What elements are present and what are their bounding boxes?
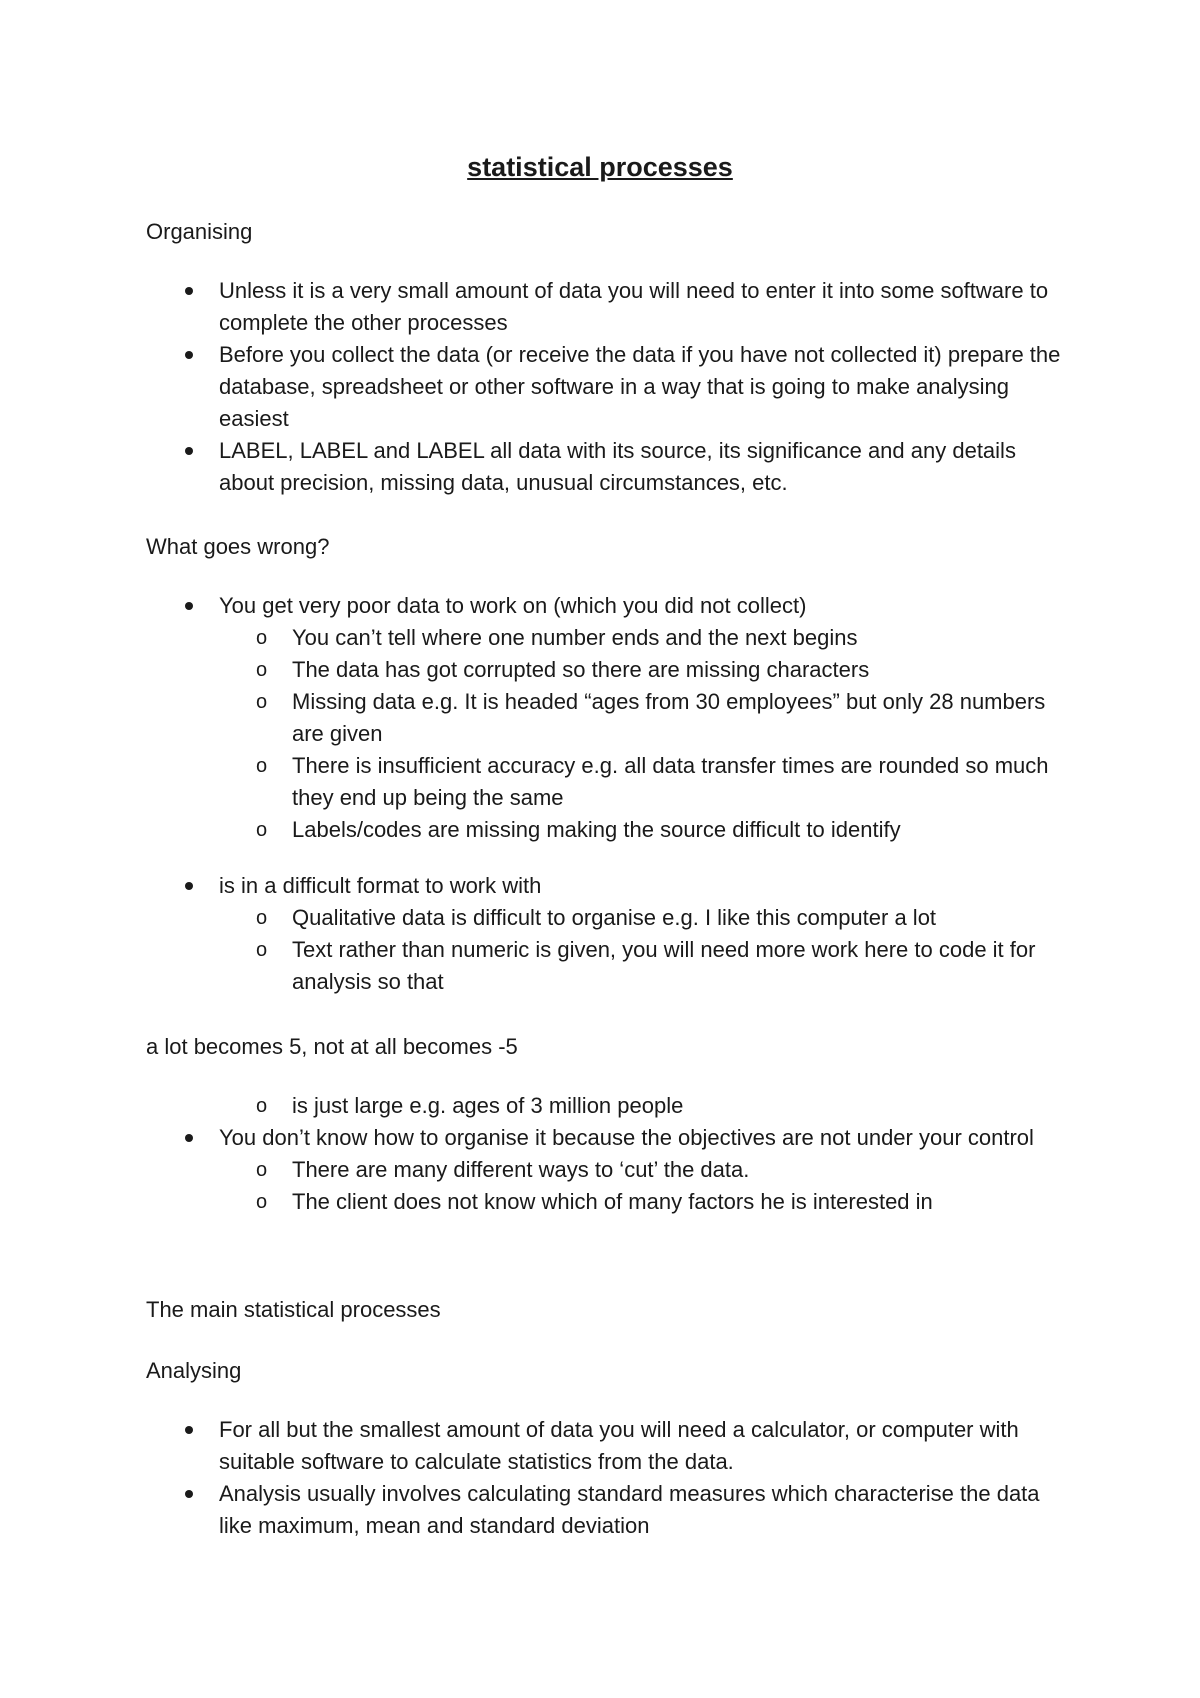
sub-list	[219, 622, 1076, 846]
section-heading-main-processes: The main statistical processes	[146, 1297, 441, 1322]
sub-list-item: o is just large e.g. ages of 3 million people	[219, 1090, 1076, 1122]
large-sub-list	[219, 1090, 1076, 1122]
sub-list-item: o Text rather than numeric is given, you will need more work here to code it for analysis so that	[219, 934, 1076, 998]
list-item	[146, 1122, 1076, 1218]
list-item-label: You don’t know how to organise it because the objectives are not under your control	[219, 1125, 1034, 1150]
poor-data-list	[146, 590, 1076, 846]
objectives-list	[146, 1122, 1076, 1218]
sub-list-item: o The data has got corrupted so there are missing characters	[219, 654, 1076, 686]
list-item: Before you collect the data (or receive the data if you have not collected it) prepare the database, spreadsheet or other software in a way that is going to make analysing easiest	[146, 339, 1076, 435]
sub-list-item: o Labels/codes are missing making the source difficult to identify	[219, 814, 1076, 846]
sub-list-item: o Qualitative data is difficult to organise e.g. I like this computer a lot	[219, 902, 1076, 934]
list-item: Unless it is a very small amount of data you will need to enter it into some software to complete the other processes	[146, 275, 1076, 339]
page-title: statistical processes	[467, 152, 733, 182]
list-item: For all but the smallest amount of data you will need a calculator, or computer with suitable software to calculate statistics from the data.	[146, 1414, 1076, 1478]
sub-list-item: o Missing data e.g. It is headed “ages from 30 employees” but only 28 numbers are given	[219, 686, 1076, 750]
list-item: Analysis usually involves calculating standard measures which characterise the data like maximum, mean and standard deviation	[146, 1478, 1076, 1542]
organising-list	[146, 275, 1076, 499]
sub-list	[219, 1154, 1076, 1218]
section-heading-organising: Organising	[146, 219, 253, 244]
sub-list-item: o The client does not know which of many factors he is interested in	[219, 1186, 1076, 1218]
sub-list-item: o There is insufficient accuracy e.g. all data transfer times are rounded so much they end up being the same	[219, 750, 1076, 814]
section-heading-analysing: Analysing	[146, 1358, 242, 1383]
sub-list-item: o You can’t tell where one number ends and the next begins	[219, 622, 1076, 654]
section-heading-what-goes-wrong: What goes wrong?	[146, 534, 330, 559]
list-item	[146, 590, 1076, 846]
format-list	[146, 870, 1076, 998]
analysing-list	[146, 1414, 1076, 1542]
list-item: LABEL, LABEL and LABEL all data with its source, its significance and any details about precision, missing data, unusual circumstances, etc.	[146, 435, 1076, 499]
list-item	[146, 870, 1076, 998]
coding-line: a lot becomes 5, not at all becomes -5	[146, 1034, 518, 1059]
list-item-label: You get very poor data to work on (which you did not collect)	[219, 593, 807, 618]
sub-list-item: o There are many different ways to ‘cut’ the data.	[219, 1154, 1076, 1186]
sub-list	[219, 902, 1076, 998]
list-item-label: is in a difficult format to work with	[219, 873, 542, 898]
